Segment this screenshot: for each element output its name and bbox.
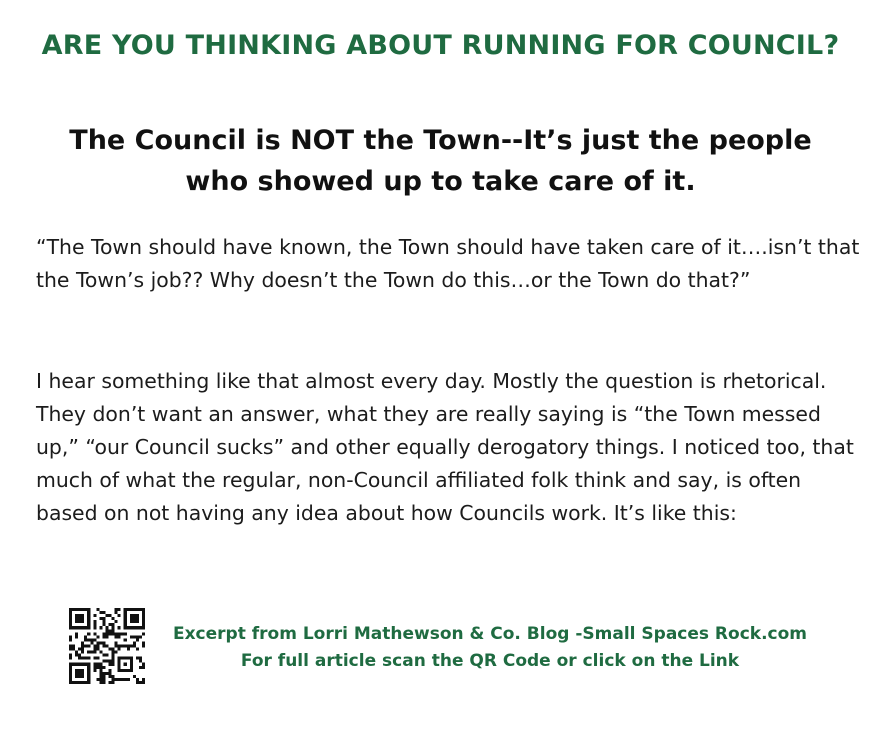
footer-line-instructions: For full article scan the QR Code or click on the Link [240,651,740,671]
qr-code-icon[interactable] [69,608,145,684]
paragraph-body: I hear something like that almost every day. Mostly the question is rhetorical. They don’t want an answer, what they are really saying is “the Town messed up,” “our Council sucks” and other equally derogatory things. I noticed too, that much of what the regular, non-Council affiliated folk think and say, is often based on not having any idea about how Councils work. It’s like this: [36,369,854,525]
page-subtitle: The Council is NOT the Town--It’s just the people who showed up to take care of it. [69,125,812,197]
footer-line-excerpt[interactable]: Excerpt from Lorri Mathewson & Co. Blog -Small Spaces Rock.com [172,624,808,644]
page-headline: ARE YOU THINKING ABOUT RUNNING FOR COUNCIL? [41,30,840,61]
footer-credit[interactable] [160,621,820,675]
paragraph-quote: “The Town should have known, the Town should have taken care of it….isn’t that the Town’s job?? Why doesn’t the Town do this…or the Town do that?” [36,235,860,292]
